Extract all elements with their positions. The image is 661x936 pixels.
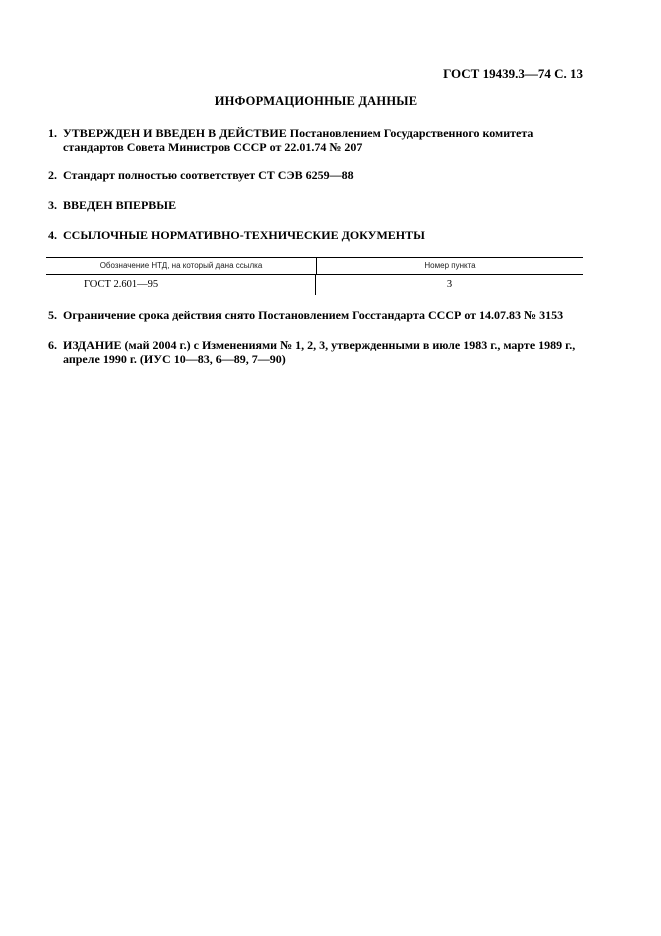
table-cell-clause: 3	[446, 279, 453, 290]
item-text: ИЗДАНИЕ (май 2004 г.) с Изменениями № 1, 2, 3, утвержденными в июле 1983 г., марте 1989 г., апреле 1990 г. (ИУС 10—83, 6—89, 7—90)	[63, 338, 576, 366]
item-number: 3.	[48, 198, 57, 212]
item-number: 1.	[48, 126, 57, 140]
info-item-5	[48, 308, 593, 322]
document-code: ГОСТ 19439.3—74 С. 13	[443, 66, 583, 81]
item-number: 4.	[48, 228, 57, 242]
reference-documents-table	[46, 257, 583, 295]
table-cell-document: ГОСТ 2.601—95	[46, 275, 316, 295]
item-text: ССЫЛОЧНЫЕ НОРМАТИВНО-ТЕХНИЧЕСКИЕ ДОКУМЕНТЫ	[63, 228, 425, 242]
info-item-1	[48, 126, 593, 154]
item-number: 5.	[48, 308, 57, 322]
info-item-3	[48, 198, 593, 212]
item-text: ВВЕДЕН ВПЕРВЫЕ	[63, 198, 177, 212]
item-number: 6.	[48, 338, 57, 352]
table-header-row	[46, 258, 583, 275]
column-header-clause: Номер пункта	[424, 261, 476, 270]
column-header-document: Обозначение НТД, на который дана ссылка	[46, 258, 317, 274]
item-text: Стандарт полностью соответствует СТ СЭВ 6259—88	[63, 168, 354, 182]
info-item-6	[48, 338, 593, 366]
item-number: 2.	[48, 168, 57, 182]
item-text: УТВЕРЖДЕН И ВВЕДЕН В ДЕЙСТВИЕ Постановлением Государственного комитета стандартов Совета Министров СССР от 22.01.74 № 207	[63, 126, 534, 154]
info-item-2	[48, 168, 593, 182]
item-text: Ограничение срока действия снято Постановлением Госстандарта СССР от 14.07.83 № 3153	[63, 308, 564, 322]
info-item-4	[48, 228, 593, 242]
page-title: ИНФОРМАЦИОННЫЕ ДАННЫЕ	[214, 94, 418, 108]
table-row	[46, 275, 583, 295]
